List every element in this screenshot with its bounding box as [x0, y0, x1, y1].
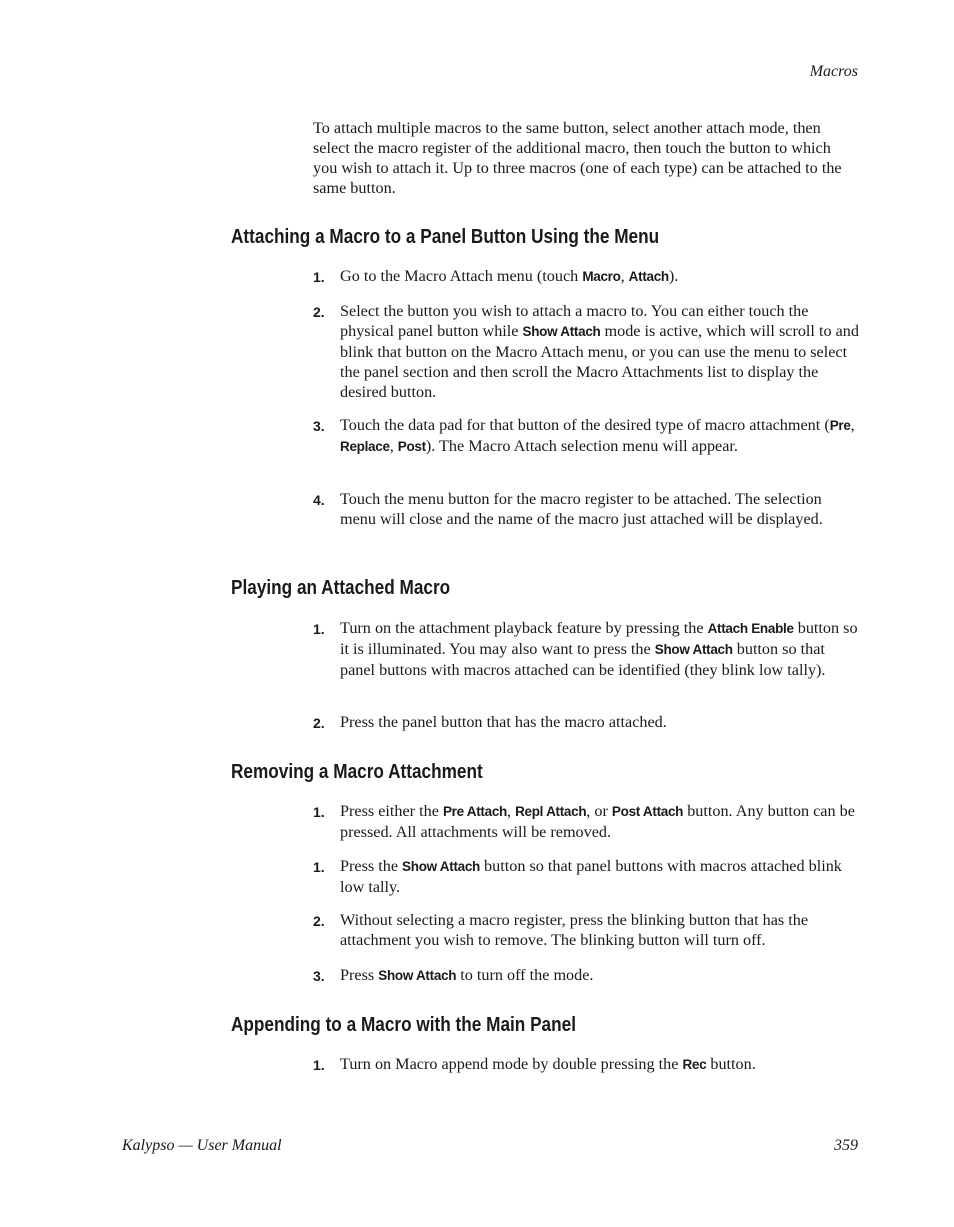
section-heading-attach: Attaching a Macro to a Panel Button Using the Menu [231, 226, 660, 248]
step-text: Press either the [340, 802, 443, 820]
ui-label: Post Attach [611, 804, 684, 819]
step-text: , [389, 437, 398, 455]
step-text: Turn on the attachment playback feature by pressing the [340, 619, 708, 637]
step-text: Without selecting a macro register, press the blinking button that has the attachment you wish to remove. The blinking button will turn off. [340, 911, 809, 949]
step-text: button so that panel buttons with macros attached blink low tally. [340, 857, 842, 896]
step-text: to turn off the mode. [456, 966, 594, 984]
step-number: 4. [313, 492, 325, 508]
step-text: Turn on Macro append mode by double pressing the [340, 1055, 683, 1073]
step-item [313, 712, 859, 732]
step-text: , [620, 267, 629, 285]
ui-label: Replace [340, 439, 390, 454]
step-text: , [506, 802, 516, 820]
step-item [313, 618, 859, 680]
step-text: button. Any button can be pressed. All attachments will be removed. [340, 802, 855, 841]
ui-label: Rec [682, 1057, 707, 1072]
ui-label: Post [397, 439, 426, 454]
step-item [313, 965, 859, 986]
section-heading-removing: Removing a Macro Attachment [231, 761, 483, 783]
step-text: button so that panel buttons with macros attached can be identified (they blink low tally). [340, 640, 826, 679]
step-text: Select the button you wish to attach a macro to. You can either touch the physical panel button while [340, 302, 809, 340]
step-number: 1. [313, 804, 325, 820]
step-text: button so it is illuminated. You may also want to press the [340, 619, 858, 658]
ui-label: Show Attach [402, 859, 480, 874]
step-number: 3. [313, 968, 325, 984]
section-heading-appending: Appending to a Macro with the Main Panel [231, 1014, 576, 1036]
step-text: button. [706, 1055, 756, 1073]
step-item [313, 266, 859, 287]
page-number: 359 [834, 1137, 858, 1154]
step-text: Press the panel button that has the macro attached. [340, 713, 667, 731]
ui-label: Show Attach [522, 324, 601, 339]
step-number: 1. [313, 269, 325, 285]
step-number: 1. [313, 1057, 325, 1073]
step-number: 2. [313, 304, 325, 320]
step-item [313, 301, 859, 402]
ui-label: Show Attach [378, 968, 457, 983]
step-number: 1. [313, 621, 325, 637]
ui-label: Show Attach [654, 642, 733, 657]
step-item [313, 489, 859, 529]
intro-paragraph: To attach multiple macros to the same button, select another attach mode, then select the macro register of the additional macro, then touch the button to which you wish to attach it. Up to three macros (one of each type) can be attached to the same button. [313, 119, 842, 197]
step-item [313, 801, 859, 842]
section-heading-playing: Playing an Attached Macro [231, 577, 451, 599]
ui-label: Pre Attach [442, 804, 507, 819]
step-text: ). [668, 267, 679, 285]
ui-label: Pre [829, 418, 851, 433]
step-item [313, 1054, 859, 1075]
step-text: Press the [340, 857, 403, 875]
step-text: mode is active, which will scroll to and blink that button on the Macro Attach menu, or you can use the menu to select the panel section and then scroll the Macro Attachments list to display the desired button. [340, 322, 859, 401]
step-item [313, 415, 859, 457]
ui-label: Macro [582, 269, 621, 284]
ui-label: Repl Attach [515, 804, 587, 819]
step-item [313, 910, 859, 950]
step-number: 3. [313, 418, 325, 434]
step-item [313, 856, 859, 897]
step-text: Touch the data pad for that button of the desired type of macro attachment ( [340, 416, 830, 434]
step-text: ). The Macro Attach selection menu will appear. [425, 437, 738, 455]
step-text: Touch the menu button for the macro register to be attached. The selection menu will close and the name of the macro just attached will be displayed. [340, 490, 823, 528]
step-text: , or [586, 802, 612, 820]
step-number: 2. [313, 715, 325, 731]
step-text: , [850, 416, 855, 434]
step-number: 2. [313, 913, 325, 929]
step-text: Press [340, 966, 379, 984]
footer-title: Kalypso — User Manual [122, 1137, 282, 1154]
ui-label: Attach [628, 269, 669, 284]
step-text: Go to the Macro Attach menu (touch [340, 267, 583, 285]
ui-label: Attach Enable [707, 621, 794, 636]
step-number: 1. [313, 859, 325, 875]
running-head: Macros [809, 63, 858, 80]
